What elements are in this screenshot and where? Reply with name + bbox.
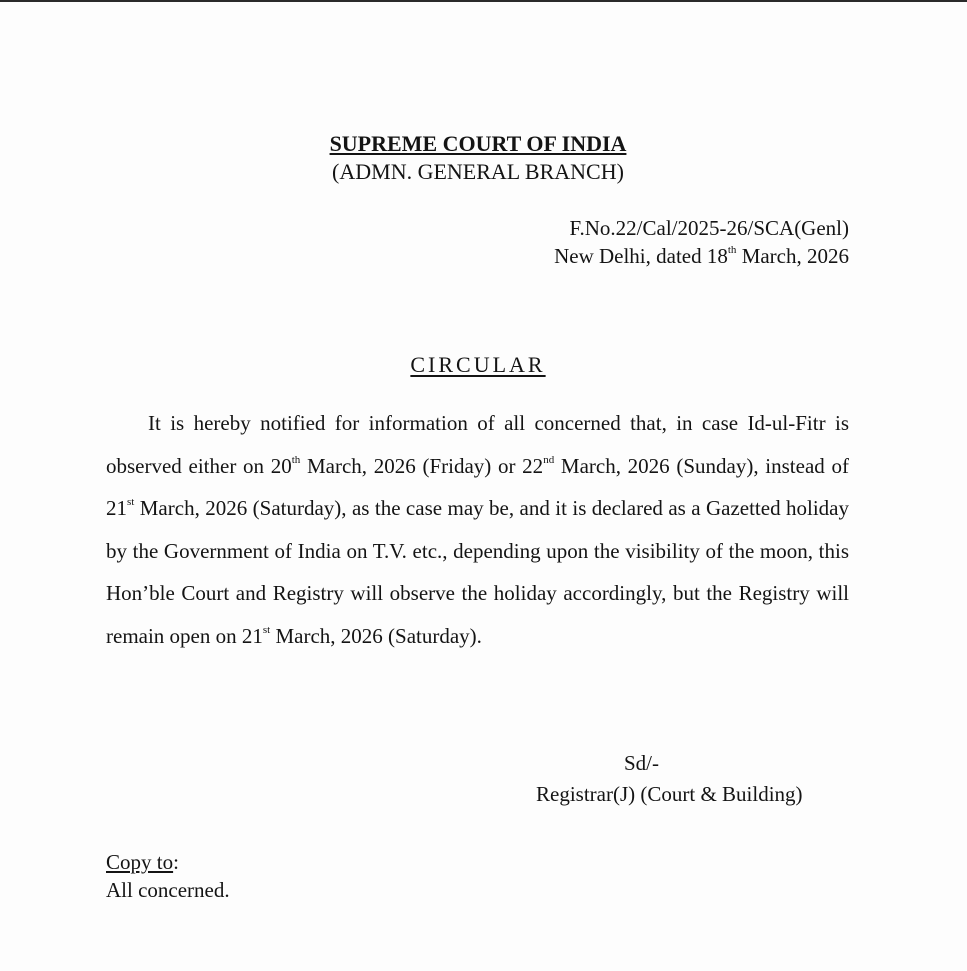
ordinal-3: st <box>127 496 135 508</box>
signature-block <box>536 748 803 809</box>
file-number: F.No.22/Cal/2025-26/SCA(Genl) <box>569 216 849 240</box>
date-ordinal: th <box>727 244 737 256</box>
top-border-line <box>0 0 967 2</box>
branch-name: (ADMN. GENERAL BRANCH) <box>332 159 624 184</box>
copy-recipients: All concerned. <box>106 878 230 902</box>
body-part-2: March, 2026 (Friday) or 22 <box>300 453 544 478</box>
signatory-designation: Registrar(J) (Court & Building) <box>536 782 803 806</box>
body-part-5: March, 2026 (Saturday). <box>270 623 482 648</box>
copy-to-block <box>106 848 230 904</box>
date-prefix: New Delhi, dated 18 <box>554 244 728 268</box>
circular-heading: CIRCULAR <box>410 352 546 377</box>
signed-mark: Sd/- <box>624 751 660 775</box>
circular-body <box>106 402 849 657</box>
copy-to-line <box>106 848 230 876</box>
date-line <box>554 242 849 270</box>
letterhead <box>0 130 956 186</box>
body-part-4: March, 2026 (Saturday), as the case may be, and it is declared as a Gazetted holiday by the Government of India on T.V. etc., depending upon the visibility of the moon, this Hon’ble Court and Registry will observe the holiday accordingly, but the Registry will remain open on 21 <box>106 496 849 648</box>
copy-to-colon: : <box>173 850 179 874</box>
ordinal-2: nd <box>543 453 555 466</box>
body-part-1: It is hereby notified for information of all concerned that, in case Id-ul-Fitr is observed either on 20 <box>106 411 849 478</box>
reference-block <box>554 214 849 270</box>
court-name: SUPREME COURT OF INDIA <box>329 131 627 156</box>
date-rest: March, 2026 <box>736 244 849 268</box>
body-part-3: March, 2026 (Sunday), instead of 21 <box>106 453 849 520</box>
copy-to-label: Copy to <box>106 850 174 874</box>
ordinal-1: th <box>291 453 301 466</box>
ordinal-4: st <box>262 623 271 636</box>
